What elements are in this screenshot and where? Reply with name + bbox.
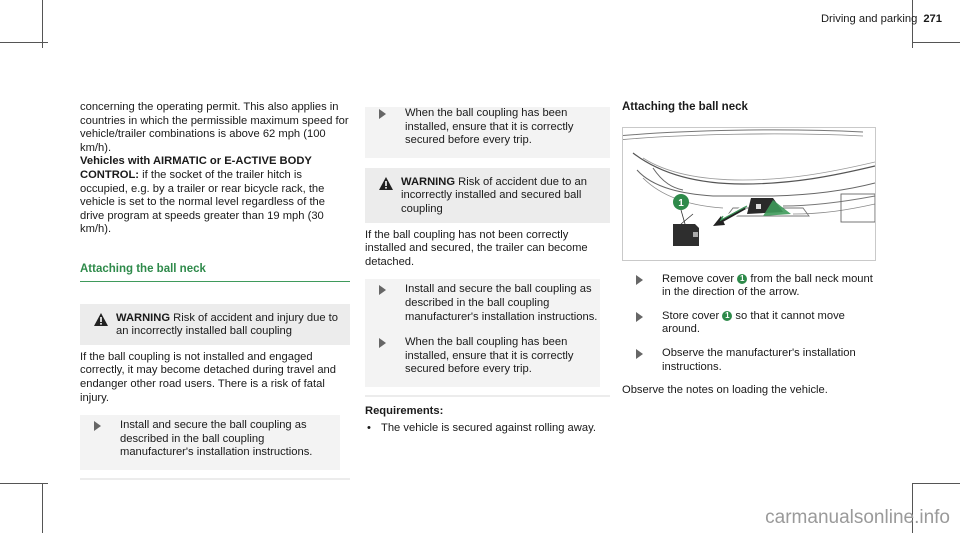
step-arrow-icon [636,312,650,322]
section-title: Attaching the ball neck [622,101,748,113]
crop-mark [912,483,960,484]
step-arrow-icon [94,421,108,431]
instruction-step: Install and secure the ball coupling as described in the ball coupling manufacturer's installation instructions. [365,279,600,328]
instruction-step: When the ball coupling has been installed, ensure that it is correctly secured before every trip. [365,107,610,158]
warning-content [80,345,350,478]
instruction-step: Observe the manufacturer's installation instructions. [622,347,877,374]
warning-box [365,168,610,397]
list-item: • The vehicle is secured against rolling away. [367,421,596,434]
callout-badge: 1 [722,311,732,321]
step-arrow-icon [636,349,650,359]
paragraph: Vehicles with AIRMATIC or E-ACTIVE BODY CONTROL: if the socket of the trailer hitch is occupied, e.g. by a trailer or rear bicycle rack, the vehicle is set to the normal level regardless of the drive program at speeds greater than 19 mph (30 km/h). [80,155,326,236]
warning-header [365,168,610,223]
figure-badge: 1 [678,197,684,209]
crop-mark [0,483,48,484]
step-arrow-icon [379,109,393,119]
crop-mark [42,483,43,533]
step-arrow-icon [379,285,393,295]
warning-triangle-icon [379,177,393,190]
section-name: Driving and parking [820,13,918,25]
warning-text: If the ball coupling has not been correctly installed and secured, the trailer can become detached. [365,228,588,268]
callout-badge: 1 [737,274,747,284]
divider [80,281,350,282]
ball-neck-figure [622,127,876,261]
column-left [80,101,350,480]
warning-title: Risk of accident and injury due to an incorrectly installed ball coupling [116,311,338,338]
note-text: Observe the notes on loading the vehicle. [622,384,828,397]
warning-title: Risk of accident due to an incorrectly installed and secured ball coupling [401,175,587,215]
page-header [821,13,942,27]
instruction-step: Remove cover 1 from the ball neck mount in the direction of the arrow. [622,273,877,300]
warning-box [80,304,350,480]
warning-triangle-icon [94,313,108,326]
section-heading [80,263,350,282]
crop-mark [42,0,43,48]
warning-label: WARNING [116,311,171,324]
instruction-step: When the ball coupling has been installed, ensure that it is correctly secured before every trip. [365,328,600,387]
paragraph: concerning the operating permit. This also applies in countries in which the permissible maximum speed for vehicle/trailer combinations is above 62 mph (100 km/h). [80,101,349,154]
warning-label: WARNING [401,175,456,188]
watermark: carmanualsonline.info [765,507,950,529]
column-right [622,101,877,398]
page-number: 271 [923,13,942,25]
warning-content [365,223,610,395]
section-title: Attaching the ball neck [80,262,206,275]
column-middle [365,101,610,435]
bullet: • [367,421,371,434]
step-arrow-icon [379,338,393,348]
warning-text: If the ball coupling is not installed and engaged correctly, it may become detached during travel and endanger other road users. There is a risk of fatal injury. [80,350,336,404]
bumper-illustration [623,128,875,260]
crop-mark [0,42,48,43]
crop-mark [912,42,960,43]
instruction-step: Store cover 1 so that it cannot move around. [622,310,877,337]
requirements-title: Requirements: [365,404,444,417]
warning-header [80,304,350,345]
instruction-step: Install and secure the ball coupling as described in the ball coupling manufacturer's installation instructions. [80,415,340,470]
step-arrow-icon [636,275,650,285]
